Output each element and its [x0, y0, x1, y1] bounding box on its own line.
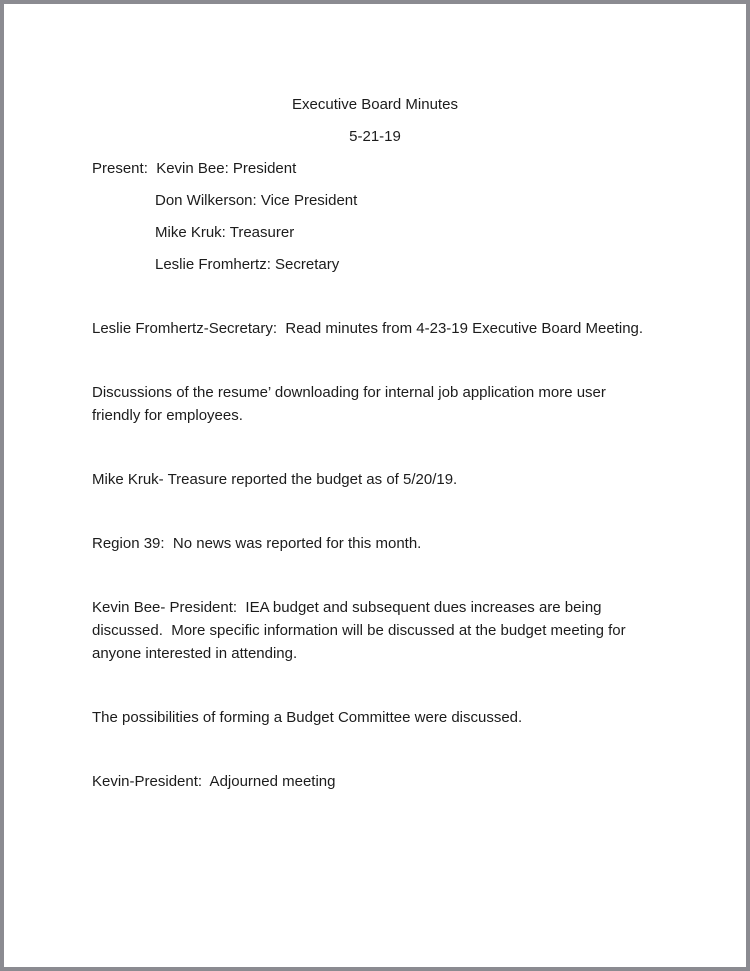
paragraph-line: Kevin Bee- President: IEA budget and subsequent dues increases are being [92, 599, 602, 616]
paragraph-line: Leslie Fromhertz-Secretary: Read minutes from 4-23-19 Executive Board Meeting. [92, 320, 644, 337]
present-intro: Present: Kevin Bee: President [92, 160, 297, 177]
paragraph-line: The possibilities of forming a Budget Committee were discussed. [92, 709, 523, 726]
blank-line [92, 674, 746, 697]
paragraph-president-iea-budget [92, 596, 746, 665]
blank-line [92, 564, 746, 587]
document-title: Executive Board Minutes [292, 96, 458, 113]
blank-line [92, 738, 746, 761]
present-member-secretary: Leslie Fromhertz: Secretary [155, 256, 340, 273]
blank-line [92, 500, 746, 523]
paragraph-line: Kevin-President: Adjourned meeting [92, 773, 336, 790]
paragraph-line: Region 39: No news was reported for this month. [92, 535, 422, 552]
document-date: 5-21-19 [349, 128, 401, 145]
blank-line [92, 285, 746, 308]
paragraph-line: friendly for employees. [92, 407, 243, 424]
present-member-vice-president: Don Wilkerson: Vice President [155, 192, 358, 209]
paragraph-secretary-read-minutes [92, 317, 746, 340]
blank-line [92, 436, 746, 459]
paragraph-treasurer-budget [92, 468, 746, 491]
paragraph-region-39 [92, 532, 746, 555]
paragraph-budget-committee [92, 706, 746, 729]
present-member-treasurer: Mike Kruk: Treasurer [155, 224, 295, 241]
paragraph-adjourned [92, 770, 746, 793]
paragraph-line: Discussions of the resume’ downloading for internal job application more user [92, 384, 606, 401]
blank-line [92, 349, 746, 372]
paragraph-line: Mike Kruk- Treasure reported the budget as of 5/20/19. [92, 471, 458, 488]
paragraph-line: discussed. More specific information will be discussed at the budget meeting for [92, 622, 626, 639]
paragraph-resume-discussion [92, 381, 746, 427]
paragraph-line: anyone interested in attending. [92, 645, 298, 662]
